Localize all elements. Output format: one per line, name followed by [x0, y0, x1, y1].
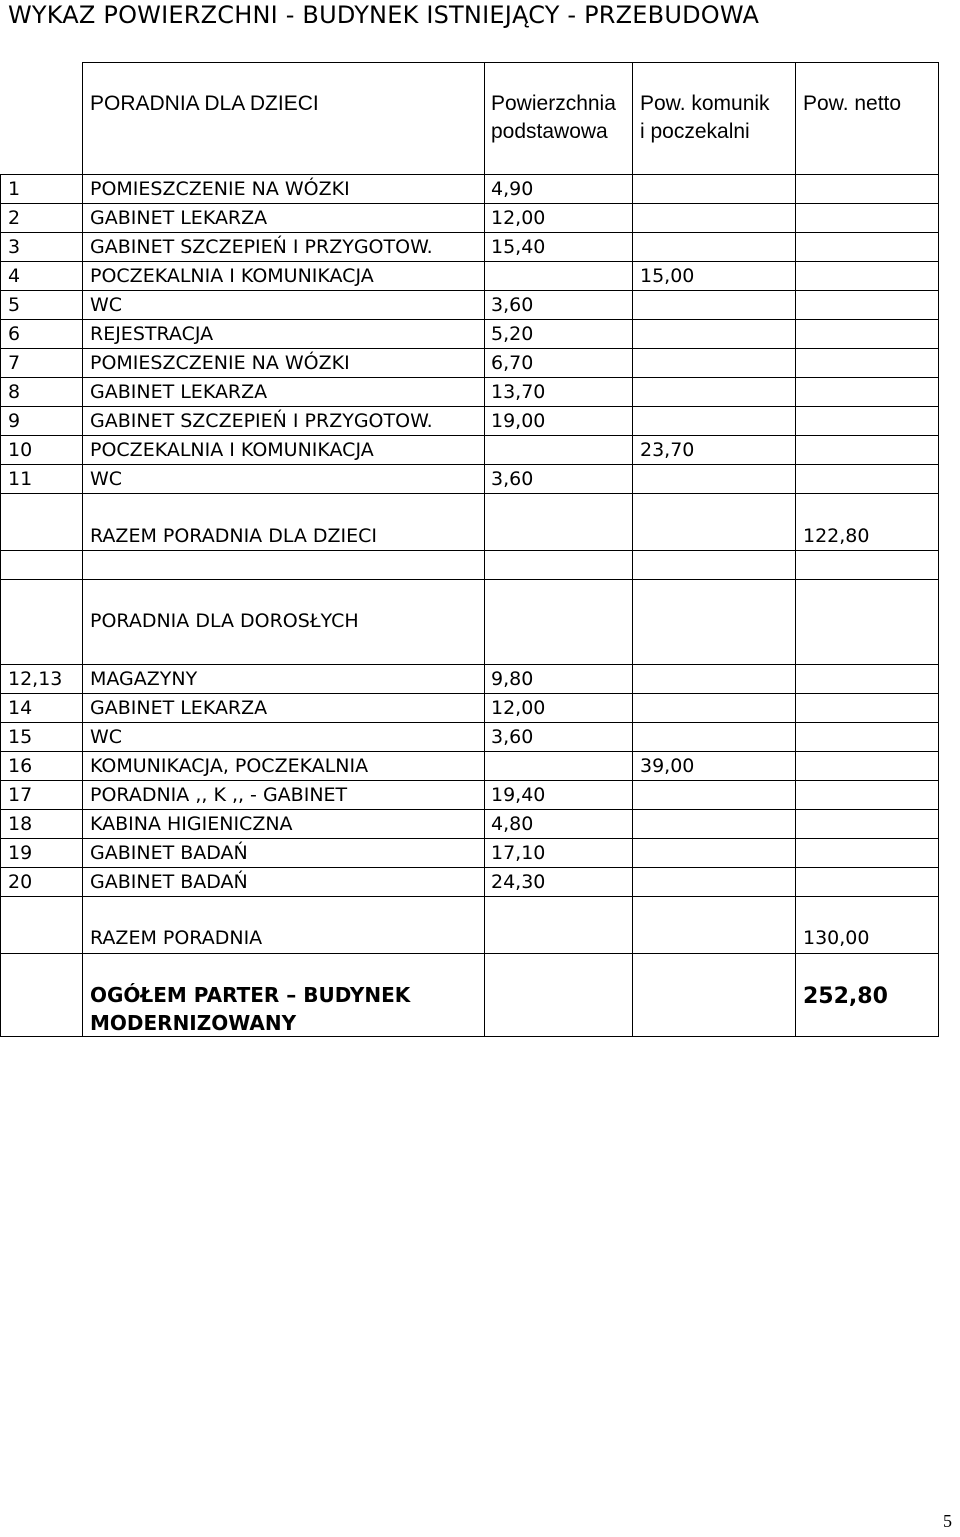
adults-total-label: RAZEM PORADNIA: [90, 927, 263, 949]
room-name: GABINET LEKARZA: [90, 697, 268, 719]
row-number: 19: [8, 842, 33, 864]
row-number: 17: [8, 784, 33, 806]
column-header-net: Pow. netto: [803, 92, 902, 115]
basic-area: 15,40: [491, 236, 546, 258]
row-number: 16: [8, 755, 33, 777]
children-total-value: 122,80: [803, 525, 870, 547]
basic-area: 19,00: [491, 410, 546, 432]
column-header-comm-line1: Pow. komunik: [640, 92, 770, 115]
children-total-label: RAZEM PORADNIA DLA DZIECI: [90, 525, 378, 547]
basic-area: 5,20: [491, 323, 534, 345]
row-number: 7: [8, 352, 21, 374]
communication-area: 39,00: [640, 755, 695, 777]
page-title: WYKAZ POWIERZCHNI - BUDYNEK ISTNIEJĄCY - PRZEBUDOWA: [8, 1, 760, 29]
grand-total-label-line2: MODERNIZOWANY: [90, 1011, 297, 1035]
row-number: 2: [8, 207, 21, 229]
column-header-basic-line2: podstawowa: [491, 120, 608, 143]
row-number: 20: [8, 871, 33, 893]
row-number: 14: [8, 697, 33, 719]
row-number: 10: [8, 439, 33, 461]
basic-area: 13,70: [491, 381, 546, 403]
room-name: PORADNIA ,, K ,, - GABINET: [90, 784, 348, 806]
section-header-adults: PORADNIA DLA DOROSŁYCH: [90, 610, 359, 632]
row-number: 4: [8, 265, 21, 287]
row-number: 11: [8, 468, 33, 490]
basic-area: 12,00: [491, 207, 546, 229]
basic-area: 9,80: [491, 668, 534, 690]
row-number: 8: [8, 381, 21, 403]
grand-total-value: 252,80: [803, 984, 888, 1009]
grand-total-label-line1: OGÓŁEM PARTER – BUDYNEK: [90, 983, 411, 1007]
adults-total-value: 130,00: [803, 927, 870, 949]
row-number: 18: [8, 813, 33, 835]
column-header-basic-line1: Powierzchnia: [491, 92, 616, 115]
basic-area: 3,60: [491, 726, 534, 748]
room-name: KABINA HIGIENICZNA: [90, 813, 293, 835]
room-name: POCZEKALNIA I KOMUNIKACJA: [90, 265, 374, 287]
room-name: GABINET SZCZEPIEŃ I PRZYGOTOW.: [90, 236, 433, 258]
row-number: 6: [8, 323, 21, 345]
basic-area: 4,80: [491, 813, 534, 835]
row-number: 12,13: [8, 668, 63, 690]
room-name: REJESTRACJA: [90, 323, 214, 345]
basic-area: 4,90: [491, 178, 534, 200]
room-name: GABINET SZCZEPIEŃ I PRZYGOTOW.: [90, 410, 433, 432]
communication-area: 23,70: [640, 439, 695, 461]
basic-area: 24,30: [491, 871, 546, 893]
basic-area: 12,00: [491, 697, 546, 719]
room-name: POMIESZCZENIE NA WÓZKI: [90, 352, 350, 374]
room-name: GABINET BADAŃ: [90, 842, 248, 864]
column-header-comm-line2: i poczekalni: [640, 120, 750, 143]
room-name: WC: [90, 468, 123, 490]
room-name: POMIESZCZENIE NA WÓZKI: [90, 178, 350, 200]
section-header-children: PORADNIA DLA DZIECI: [90, 92, 319, 115]
basic-area: 3,60: [491, 468, 534, 490]
communication-area: 15,00: [640, 265, 695, 287]
basic-area: 17,10: [491, 842, 546, 864]
row-number: 3: [8, 236, 21, 258]
room-name: GABINET BADAŃ: [90, 871, 248, 893]
row-number: 1: [8, 178, 21, 200]
room-name: KOMUNIKACJA, POCZEKALNIA: [90, 755, 369, 777]
room-name: WC: [90, 294, 123, 316]
room-name: GABINET LEKARZA: [90, 207, 268, 229]
page-number: 5: [943, 1511, 952, 1531]
room-name: GABINET LEKARZA: [90, 381, 268, 403]
row-number: 9: [8, 410, 21, 432]
room-name: POCZEKALNIA I KOMUNIKACJA: [90, 439, 374, 461]
row-number: 15: [8, 726, 33, 748]
room-name: WC: [90, 726, 123, 748]
basic-area: 3,60: [491, 294, 534, 316]
basic-area: 6,70: [491, 352, 534, 374]
basic-area: 19,40: [491, 784, 546, 806]
row-number: 5: [8, 294, 21, 316]
room-name: MAGAZYNY: [90, 668, 198, 690]
